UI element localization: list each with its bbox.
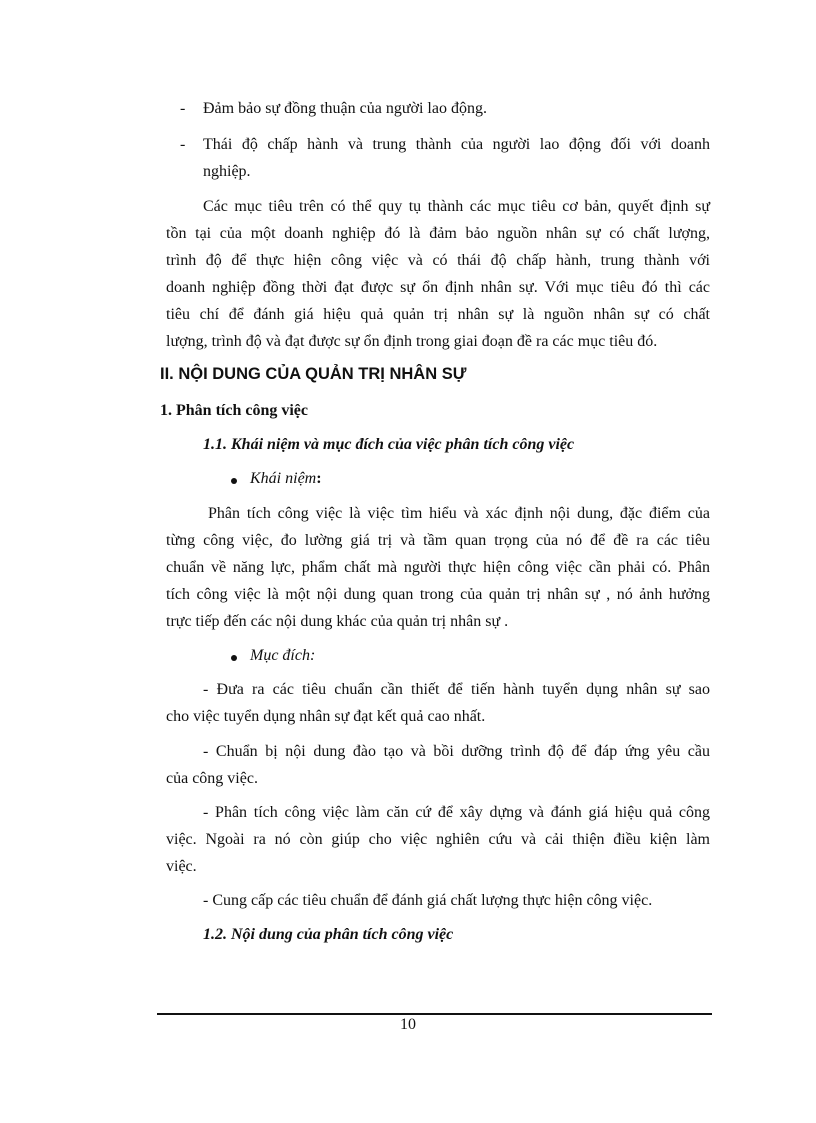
purpose-line: - Phân tích công việc làm căn cứ để xây dựng và đánh giá hiệu quả công [203, 804, 710, 821]
paragraph-line: chuẩn về năng lực, phẩm chất mà người thực hiện công việc cần phải có. Phân [166, 559, 710, 576]
concept-label: Khái niệm: [250, 470, 322, 487]
purpose-line: cho việc tuyển dụng nhân sự đạt kết quả cao nhất. [166, 708, 486, 725]
purpose-line: - Cung cấp các tiêu chuẩn để đánh giá chất lượng thực hiện công việc. [203, 892, 653, 909]
bullet-line: Thái độ chấp hành và trung thành của người lao động đối với doanh [203, 136, 710, 153]
paragraph-line: doanh nghiệp đồng thời đạt được sự ổn định nhân sự. Với mục tiêu đó thì các [166, 279, 710, 296]
subsubsection-heading: 1.2. Nội dung của phân tích công việc [203, 926, 454, 943]
subsubsection-heading: 1.1. Khái niệm và mục đích của việc phân tích công việc [203, 436, 575, 453]
dash-marker: - [180, 100, 186, 117]
bullet-line: nghiệp. [203, 163, 251, 180]
bullet-line: Đảm bảo sự đồng thuận của người lao động. [203, 100, 487, 117]
bullet-dot [231, 655, 237, 661]
page-number: 10 [400, 1016, 416, 1033]
paragraph-line: lượng, trình độ và đạt được sự ổn định trong giai đoạn đề ra các mục tiêu đó. [166, 333, 658, 350]
purpose-label: Mục đích: [250, 647, 316, 664]
purpose-line: của công việc. [166, 770, 258, 787]
purpose-line: việc. Ngoài ra nó còn giúp cho việc nghiên cứu và cải thiện điều kiện làm [166, 831, 710, 848]
paragraph-line: trình độ để thực hiện công việc và có thái độ chấp hành, trung thành với [166, 252, 710, 269]
footer-rule [157, 1013, 712, 1015]
paragraph-line: tiêu chí để đánh giá hiệu quả quản trị nhân sự là nguồn nhân sự có chất [166, 306, 710, 323]
paragraph-line: Phân tích công việc là việc tìm hiểu và xác định nội dung, đặc điểm của [208, 505, 710, 522]
paragraph-line: tồn tại của một doanh nghiệp đó là đảm bảo nguồn nhân sự có chất lượng, [166, 225, 710, 242]
subsection-heading: 1. Phân tích công việc [160, 402, 308, 419]
purpose-line: việc. [166, 858, 197, 875]
paragraph-line: trực tiếp đến các nội dung khác của quản trị nhân sự . [166, 613, 509, 630]
paragraph-line: tích công việc là một nội dung quan trong của quản trị nhân sự , nó ảnh hưởng [166, 586, 710, 603]
section-heading: II. NỘI DUNG CỦA QUẢN TRỊ NHÂN SỰ [160, 365, 467, 383]
paragraph-line: Các mục tiêu trên có thể quy tụ thành các mục tiêu cơ bản, quyết định sự [203, 198, 710, 215]
bullet-dot [231, 478, 237, 484]
purpose-line: - Chuẩn bị nội dung đào tạo và bồi dưỡng trình độ để đáp ứng yêu cầu [203, 743, 710, 760]
dash-marker: - [180, 136, 186, 153]
paragraph-line: từng công việc, đo lường giá trị và tầm quan trọng của nó để đề ra các tiêu [166, 532, 710, 549]
purpose-line: - Đưa ra các tiêu chuẩn cần thiết để tiến hành tuyển dụng nhân sự sao [203, 681, 710, 698]
